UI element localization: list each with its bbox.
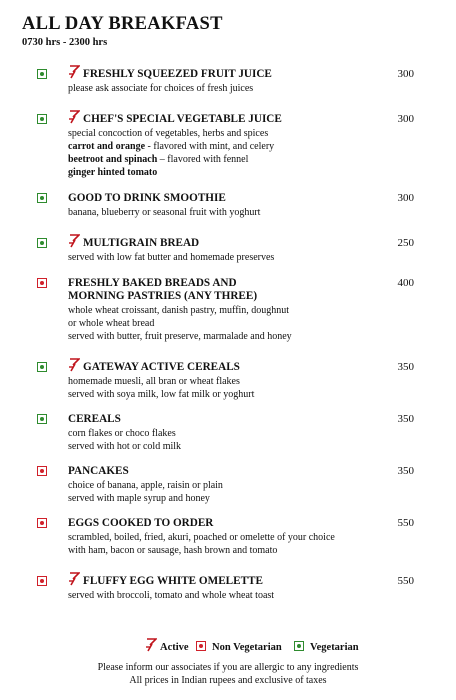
description-line: choice of banana, apple, raisin or plain — [68, 480, 223, 491]
item-name — [68, 517, 213, 530]
description-line: served with soya milk, low fat milk or yoghurt — [68, 389, 255, 401]
item-name-line: MULTIGRAIN BREAD — [83, 237, 200, 249]
veg-marker-icon — [37, 114, 47, 124]
item-name — [68, 465, 129, 478]
veg-marker-icon — [37, 69, 47, 79]
legend-active-label: Active — [160, 642, 189, 653]
item-description — [68, 82, 418, 95]
description-line — [68, 140, 418, 153]
item-name-line: FLUFFY EGG WHITE OMELETTE — [83, 575, 263, 587]
item-price: 350 — [397, 465, 414, 477]
item-name — [83, 575, 263, 588]
active-icon — [68, 358, 80, 372]
footer — [0, 662, 456, 687]
description-line: served with maple syrup and honey — [68, 493, 210, 505]
item-description — [68, 531, 418, 557]
description-line: ginger hinted tomato — [68, 167, 158, 179]
item-price: 350 — [397, 413, 414, 425]
description-line: homemade muesli, all bran or wheat flakes — [68, 376, 240, 387]
item-name-line: MORNING PASTRIES (ANY THREE) — [68, 290, 258, 302]
description-line: served with low fat butter and homemade preserves — [68, 252, 275, 263]
veg-marker-icon — [37, 414, 47, 424]
item-name-line: FRESHLY SQUEEZED FRUIT JUICE — [83, 68, 272, 80]
item-description — [68, 589, 418, 602]
item-name-line: FRESHLY BAKED BREADS AND — [68, 277, 237, 289]
item-name — [83, 113, 282, 126]
description-line: served with butter, fruit preserve, marmalade and honey — [68, 331, 292, 343]
item-price: 300 — [397, 192, 414, 204]
veg-marker-icon — [37, 238, 47, 248]
description-segment: – flavored with fennel — [157, 154, 249, 166]
description-line: served with broccoli, tomato and whole wheat toast — [68, 590, 275, 601]
nonveg-marker-icon — [37, 278, 47, 288]
active-icon — [68, 65, 80, 79]
item-price: 300 — [397, 113, 414, 125]
veg-marker-icon — [294, 641, 304, 651]
active-icon — [68, 234, 80, 248]
nonveg-marker-icon — [37, 466, 47, 476]
description-line: whole wheat croissant, danish pastry, muffin, doughnut — [68, 305, 290, 316]
item-name — [68, 277, 257, 303]
description-line: scrambled, boiled, fried, akuri, poached or omelette of your choice — [68, 532, 335, 543]
description-segment: beetroot and spinach — [68, 154, 158, 166]
item-name — [83, 68, 272, 81]
item-name — [68, 413, 121, 426]
item-name — [83, 237, 199, 250]
item-price: 550 — [397, 575, 414, 587]
item-description — [68, 304, 418, 343]
description-line: or whole wheat bread — [68, 318, 155, 330]
item-name-line: GOOD TO DRINK SMOOTHIE — [68, 192, 226, 204]
item-description — [68, 206, 418, 219]
description-line: with ham, bacon or sausage, hash brown and tomato — [68, 545, 278, 557]
item-price: 300 — [397, 68, 414, 80]
item-price: 350 — [397, 361, 414, 373]
item-description — [68, 479, 418, 505]
item-name-line: PANCAKES — [68, 465, 129, 477]
item-price: 400 — [397, 277, 414, 289]
description-line: corn flakes or choco flakes — [68, 428, 176, 439]
footer-price-note: All prices in Indian rupees and exclusive of taxes — [129, 674, 327, 686]
legend-veg-label: Vegetarian — [310, 642, 359, 653]
veg-marker-icon — [37, 362, 47, 372]
veg-marker-icon — [37, 193, 47, 203]
nonveg-marker-icon — [37, 576, 47, 586]
item-description — [68, 375, 418, 401]
active-icon — [68, 572, 80, 586]
item-name-line: CEREALS — [68, 413, 121, 425]
description-line — [68, 153, 418, 166]
item-name-line: EGGS COOKED TO ORDER — [68, 517, 214, 529]
item-price: 550 — [397, 517, 414, 529]
nonveg-marker-icon — [37, 518, 47, 528]
item-name-line: GATEWAY ACTIVE CEREALS — [83, 361, 240, 373]
description-segment: - flavored with mint, and celery — [145, 141, 275, 153]
menu-title: ALL DAY BREAKFAST — [22, 14, 223, 34]
nonveg-marker-icon — [196, 641, 206, 651]
description-line: banana, blueberry or seasonal fruit with yoghurt — [68, 207, 261, 218]
item-name — [68, 192, 226, 205]
item-description — [68, 427, 418, 453]
item-description — [68, 127, 418, 179]
description-line: served with hot or cold milk — [68, 441, 182, 453]
item-name-line: CHEF'S SPECIAL VEGETABLE JUICE — [83, 113, 282, 125]
item-price: 250 — [397, 237, 414, 249]
active-icon — [68, 110, 80, 124]
description-line: please ask associate for choices of fresh juices — [68, 83, 254, 94]
legend-nonveg-label: Non Vegetarian — [212, 642, 282, 653]
active-icon — [145, 638, 157, 652]
item-description — [68, 251, 418, 264]
description-line: special concoction of vegetables, herbs and spices — [68, 128, 269, 139]
menu-hours: 0730 hrs - 2300 hrs — [22, 37, 108, 48]
description-segment: carrot and orange — [68, 141, 146, 153]
footer-allergy-note: Please inform our associates if you are allergic to any ingredients — [97, 662, 359, 673]
item-name — [83, 361, 240, 374]
